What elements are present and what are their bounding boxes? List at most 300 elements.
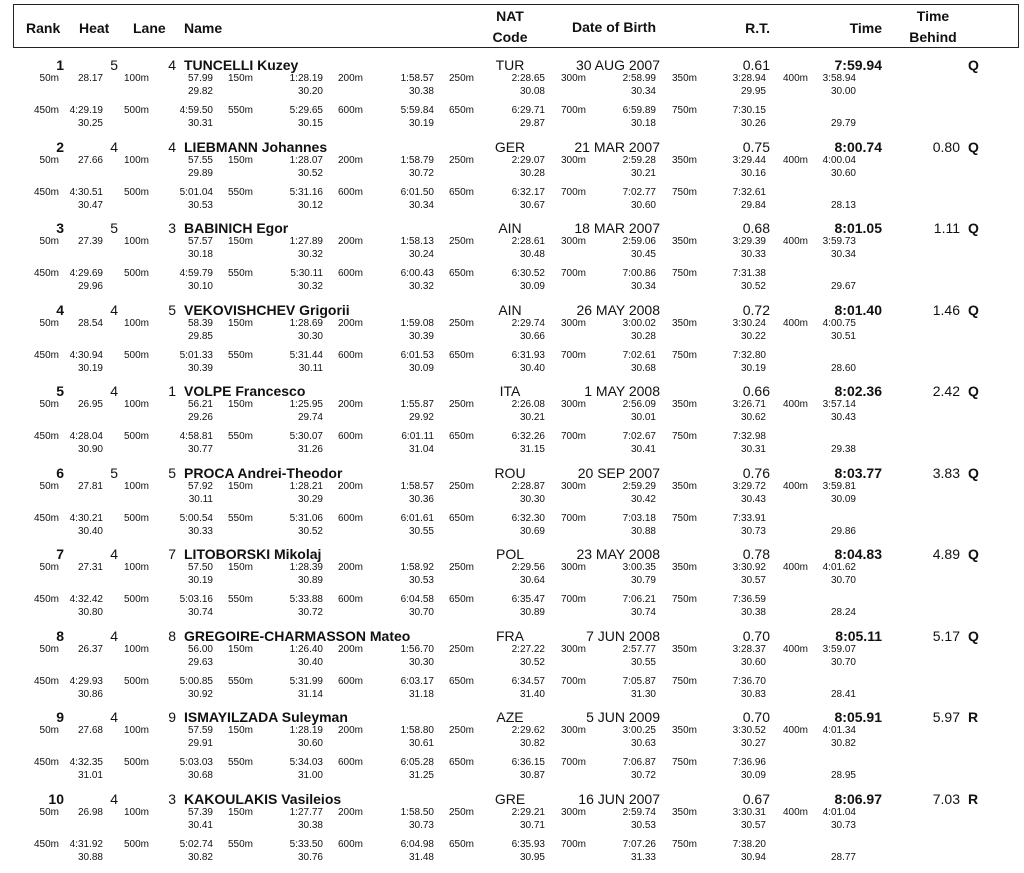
split-distance: 550m	[227, 268, 253, 279]
split-lap-time: 30.73	[830, 819, 856, 831]
split-lap-time: 30.41	[187, 819, 213, 831]
split-distance: 150m	[227, 643, 253, 655]
swimmer-behind: 1.11	[933, 220, 960, 236]
swimmer-behind: 1.46	[932, 301, 960, 318]
swimmer-time: 8:02.36	[834, 383, 882, 399]
swimmer-rank: 1	[56, 57, 64, 73]
split-distance: 550m	[227, 757, 253, 768]
split-distance: 700m	[560, 838, 586, 850]
swimmer-dob: 26 MAY 2008	[576, 301, 660, 318]
split-distance: 300m	[560, 236, 586, 247]
swimmer-time: 8:04.83	[834, 546, 882, 562]
split-cumulative-time: 56.21	[187, 399, 213, 410]
swimmer-nat: ROU	[494, 464, 526, 481]
split-cumulative-time: 7:32.80	[732, 349, 766, 361]
split-distance: 550m	[227, 675, 253, 687]
split-lap-time: 30.89	[297, 575, 323, 586]
split-cumulative-time: 3:00.35	[622, 562, 656, 573]
swimmer-heat: 4	[110, 627, 118, 644]
swimmer-heat: 5	[110, 464, 118, 481]
swimmer-heat: 4	[110, 383, 118, 399]
split-lap-time: 30.39	[408, 330, 434, 342]
swimmer-behind: 7.03	[932, 790, 960, 807]
swimmer-lane: 3	[168, 220, 176, 236]
split-lap-time: 30.83	[740, 688, 766, 700]
header-time: Time	[849, 20, 882, 36]
split-lap-time: 30.40	[519, 362, 545, 374]
split-cumulative-time: 5:34.03	[289, 757, 323, 768]
swimmer-rank: 2	[56, 138, 64, 155]
split-lap-time: 30.87	[519, 770, 545, 781]
split-cumulative-time: 6:01.50	[400, 186, 434, 198]
swimmer-result	[0, 709, 1024, 791]
split-distance: 200m	[337, 806, 363, 818]
split-cumulative-time: 6:35.93	[511, 838, 545, 850]
swimmer-dob: 5 JUN 2009	[586, 709, 660, 725]
split-lap-time: 30.76	[297, 851, 323, 863]
split-distance: 150m	[227, 236, 253, 247]
swimmer-heat: 5	[110, 57, 118, 73]
split-cumulative-time: 1:27.89	[289, 236, 323, 247]
swimmer-lane: 1	[168, 383, 176, 399]
split-distance: 400m	[782, 725, 808, 736]
swimmer-behind: 2.42	[932, 383, 960, 399]
swimmer-lane: 4	[168, 138, 176, 155]
swimmer-rank: 7	[56, 546, 64, 562]
split-lap-time: 30.70	[408, 607, 434, 618]
split-cumulative-time: 3:30.31	[732, 806, 766, 818]
split-cumulative-time: 2:59.29	[622, 480, 656, 492]
split-distance: 400m	[782, 154, 808, 166]
split-lap-time: 30.20	[297, 86, 323, 97]
split-cumulative-time: 5:01.33	[179, 349, 213, 361]
split-cumulative-time: 7:02.61	[622, 349, 656, 361]
split-lap-time: 30.52	[519, 656, 545, 668]
split-cumulative-time: 4:58.81	[179, 431, 213, 442]
split-cumulative-time: 6:01.11	[401, 431, 434, 442]
split-distance: 250m	[448, 480, 474, 492]
swimmer-lane: 5	[168, 464, 176, 481]
swimmer-heat: 4	[110, 301, 118, 318]
swimmer-rt: 0.68	[742, 220, 770, 236]
split-distance: 600m	[337, 594, 363, 605]
split-lap-time: 30.42	[630, 493, 656, 505]
split-distance: 50m	[39, 643, 59, 655]
swimmer-lane: 9	[168, 709, 176, 725]
split-lap-time: 29.92	[408, 412, 434, 423]
split-lap-time: 29.95	[740, 86, 766, 97]
split-cumulative-time: 1:58.92	[400, 562, 434, 573]
header-behind-line1: Time	[916, 8, 950, 24]
split-lap-time: 30.63	[630, 738, 656, 749]
split-distance: 400m	[782, 399, 808, 410]
split-cumulative-time: 26.98	[77, 806, 103, 818]
split-cumulative-time: 3:30.24	[732, 317, 766, 329]
split-cumulative-time: 1:28.39	[289, 562, 323, 573]
split-cumulative-time: 6:59.89	[622, 105, 656, 116]
split-distance: 300m	[560, 806, 586, 818]
split-distance: 450m	[33, 186, 59, 198]
split-distance: 700m	[560, 675, 586, 687]
split-lap-time: 31.25	[408, 770, 434, 781]
split-cumulative-time: 1:58.80	[400, 725, 434, 736]
split-cumulative-time: 3:00.25	[622, 725, 656, 736]
split-lap-time: 29.89	[187, 167, 213, 179]
swimmer-dob: 18 MAR 2007	[574, 220, 660, 236]
swimmer-result	[0, 57, 1024, 139]
split-lap-time: 30.33	[187, 525, 213, 537]
swimmer-rt: 0.67	[742, 790, 770, 807]
split-cumulative-time: 5:29.65	[289, 105, 323, 116]
split-cumulative-time: 5:31.44	[289, 349, 323, 361]
swimmer-dob: 23 MAY 2008	[576, 546, 660, 562]
split-distance: 500m	[123, 512, 149, 524]
split-distance: 550m	[227, 349, 253, 361]
split-cumulative-time: 5:31.06	[289, 512, 323, 524]
split-distance: 400m	[782, 73, 808, 84]
swimmer-nat: AIN	[498, 220, 522, 236]
swimmer-rank: 6	[56, 464, 64, 481]
split-distance: 450m	[33, 594, 59, 605]
swimmer-behind: 3.83	[932, 464, 960, 481]
split-cumulative-time: 7:33.91	[732, 512, 766, 524]
split-lap-time: 30.60	[830, 167, 856, 179]
split-lap-time: 29.79	[830, 118, 856, 129]
split-lap-time: 30.09	[740, 770, 766, 781]
swimmer-time: 8:05.11	[835, 627, 882, 644]
swimmer-rt: 0.61	[742, 57, 770, 73]
split-cumulative-time: 7:03.18	[622, 512, 656, 524]
split-distance: 50m	[39, 154, 59, 166]
split-distance: 650m	[448, 757, 474, 768]
split-distance: 200m	[337, 399, 363, 410]
split-lap-time: 30.74	[630, 607, 656, 618]
split-cumulative-time: 7:07.26	[622, 838, 656, 850]
swimmer-heat: 4	[110, 709, 118, 725]
split-lap-time: 30.32	[408, 281, 434, 292]
split-cumulative-time: 27.39	[77, 236, 103, 247]
split-distance: 750m	[671, 431, 697, 442]
split-lap-time: 31.04	[408, 444, 434, 455]
split-distance: 250m	[448, 317, 474, 329]
swimmer-nat: AIN	[498, 301, 522, 318]
split-cumulative-time: 3:29.72	[732, 480, 766, 492]
split-distance: 100m	[123, 562, 149, 573]
split-distance: 50m	[39, 480, 59, 492]
split-lap-time: 30.52	[740, 281, 766, 292]
split-distance: 750m	[671, 268, 697, 279]
split-cumulative-time: 3:26.71	[732, 399, 766, 410]
split-lap-time: 30.39	[187, 362, 213, 374]
split-distance: 350m	[671, 73, 697, 84]
split-distance: 450m	[33, 431, 59, 442]
split-lap-time: 30.21	[630, 167, 656, 179]
split-lap-time: 30.82	[519, 738, 545, 749]
swimmer-name: GREGOIRE-CHARMASSON Mateo	[184, 627, 411, 644]
split-distance: 200m	[337, 643, 363, 655]
split-lap-time: 30.30	[297, 330, 323, 342]
split-lap-time: 28.95	[830, 770, 856, 781]
split-lap-time: 30.60	[297, 738, 323, 749]
split-cumulative-time: 57.50	[187, 562, 213, 573]
split-cumulative-time: 6:29.71	[511, 105, 545, 116]
swimmer-qual: R	[968, 790, 979, 807]
split-distance: 700m	[560, 105, 586, 116]
split-cumulative-time: 7:36.59	[732, 594, 766, 605]
split-lap-time: 30.30	[408, 656, 434, 668]
split-cumulative-time: 3:59.81	[822, 480, 856, 492]
split-cumulative-time: 2:28.61	[511, 236, 545, 247]
split-cumulative-time: 2:29.56	[511, 562, 545, 573]
split-lap-time: 30.11	[188, 493, 213, 505]
split-lap-time: 30.09	[830, 493, 856, 505]
split-distance: 350m	[671, 562, 697, 573]
split-cumulative-time: 6:35.47	[511, 594, 545, 605]
swimmer-dob: 1 MAY 2008	[584, 383, 660, 399]
split-cumulative-time: 3:28.37	[732, 643, 766, 655]
swimmer-result	[0, 465, 1024, 547]
split-lap-time: 30.34	[630, 86, 656, 97]
split-cumulative-time: 2:57.77	[622, 643, 656, 655]
split-distance: 400m	[782, 643, 808, 655]
split-lap-time: 30.32	[297, 249, 323, 260]
split-distance: 500m	[123, 349, 149, 361]
split-distance: 50m	[39, 399, 59, 410]
split-cumulative-time: 4:00.04	[822, 154, 856, 166]
split-cumulative-time: 3:59.73	[822, 236, 856, 247]
split-lap-time: 30.40	[77, 525, 103, 537]
split-distance: 450m	[33, 838, 59, 850]
split-cumulative-time: 4:31.92	[69, 838, 103, 850]
split-distance: 700m	[560, 186, 586, 198]
split-lap-time: 30.15	[297, 118, 323, 129]
split-cumulative-time: 6:31.93	[511, 349, 545, 361]
split-distance: 600m	[337, 349, 363, 361]
split-lap-time: 29.82	[187, 86, 213, 97]
split-distance: 350m	[671, 154, 697, 166]
split-cumulative-time: 1:58.50	[400, 806, 434, 818]
header-dob: Date of Birth	[572, 19, 656, 35]
split-lap-time: 30.34	[830, 249, 856, 260]
split-lap-time: 28.24	[830, 607, 856, 618]
split-cumulative-time: 6:36.15	[511, 757, 545, 768]
split-lap-time: 30.73	[740, 525, 766, 537]
swimmer-time: 8:03.77	[834, 464, 882, 481]
split-distance: 600m	[337, 431, 363, 442]
split-lap-time: 30.19	[187, 575, 213, 586]
split-lap-time: 30.16	[740, 167, 766, 179]
split-distance: 250m	[448, 725, 474, 736]
split-distance: 500m	[123, 594, 149, 605]
split-distance: 150m	[227, 399, 253, 410]
split-lap-time: 30.72	[297, 607, 323, 618]
split-distance: 700m	[560, 512, 586, 524]
split-distance: 300m	[560, 562, 586, 573]
split-lap-time: 31.18	[408, 688, 434, 700]
swimmer-result	[0, 383, 1024, 465]
split-cumulative-time: 1:28.21	[289, 480, 323, 492]
swimmer-result	[0, 302, 1024, 384]
split-lap-time: 30.32	[297, 281, 323, 292]
split-distance: 600m	[337, 105, 363, 116]
split-distance: 50m	[39, 725, 59, 736]
split-cumulative-time: 4:01.04	[822, 806, 856, 818]
split-cumulative-time: 3:00.02	[622, 317, 656, 329]
split-cumulative-time: 2:56.09	[622, 399, 656, 410]
split-cumulative-time: 2:27.22	[511, 643, 545, 655]
split-cumulative-time: 1:28.69	[289, 317, 323, 329]
split-distance: 100m	[123, 73, 149, 84]
split-distance: 500m	[123, 431, 149, 442]
split-distance: 600m	[337, 268, 363, 279]
split-cumulative-time: 7:31.38	[732, 268, 766, 279]
swimmer-time: 8:01.40	[834, 301, 882, 318]
split-lap-time: 30.40	[297, 656, 323, 668]
split-distance: 500m	[123, 675, 149, 687]
split-cumulative-time: 7:06.87	[622, 757, 656, 768]
split-distance: 400m	[782, 562, 808, 573]
swimmer-lane: 4	[168, 57, 176, 73]
swimmer-qual: R	[968, 709, 979, 725]
split-cumulative-time: 27.66	[77, 154, 103, 166]
split-distance: 450m	[33, 675, 59, 687]
split-cumulative-time: 26.95	[77, 399, 103, 410]
split-distance: 600m	[337, 186, 363, 198]
split-cumulative-time: 4:29.93	[69, 675, 103, 687]
split-distance: 400m	[782, 317, 808, 329]
split-distance: 250m	[448, 562, 474, 573]
header-nat-line2: Code	[492, 29, 528, 45]
split-cumulative-time: 2:29.21	[511, 806, 545, 818]
split-lap-time: 30.52	[297, 525, 323, 537]
split-lap-time: 31.33	[630, 851, 656, 863]
split-lap-time: 30.19	[77, 362, 103, 374]
split-cumulative-time: 1:58.57	[400, 73, 434, 84]
split-distance: 700m	[560, 349, 586, 361]
split-lap-time: 30.21	[519, 412, 545, 423]
split-cumulative-time: 1:58.13	[400, 236, 434, 247]
split-distance: 650m	[448, 594, 474, 605]
split-lap-time: 29.85	[187, 330, 213, 342]
split-lap-time: 30.67	[519, 199, 545, 211]
split-lap-time: 30.94	[740, 851, 766, 863]
split-distance: 300m	[560, 480, 586, 492]
swimmer-name: KAKOULAKIS Vasileios	[184, 790, 342, 807]
header-rank: Rank	[26, 20, 61, 36]
split-cumulative-time: 4:28.04	[69, 431, 103, 442]
swimmer-rt: 0.72	[742, 301, 770, 318]
swimmer-nat: AZE	[496, 709, 524, 725]
swimmer-time: 8:05.91	[834, 709, 882, 725]
split-distance: 400m	[782, 806, 808, 818]
swimmer-time: 7:59.94	[834, 57, 882, 73]
split-distance: 750m	[671, 105, 697, 116]
split-distance: 250m	[448, 236, 474, 247]
swimmer-rank: 3	[56, 220, 64, 236]
split-lap-time: 30.08	[519, 86, 545, 97]
swimmer-rank: 5	[56, 383, 64, 399]
swimmer-name: BABINICH Egor	[184, 220, 289, 236]
split-lap-time: 31.14	[297, 688, 323, 700]
split-cumulative-time: 27.31	[77, 562, 103, 573]
split-lap-time: 30.48	[519, 249, 545, 260]
split-distance: 550m	[227, 512, 253, 524]
split-lap-time: 30.38	[297, 819, 323, 831]
split-distance: 600m	[337, 838, 363, 850]
split-lap-time: 30.60	[630, 199, 656, 211]
swimmer-lane: 5	[168, 301, 176, 318]
split-cumulative-time: 6:34.57	[511, 675, 545, 687]
split-distance: 200m	[337, 236, 363, 247]
split-distance: 700m	[560, 268, 586, 279]
swimmer-name: TUNCELLI Kuzey	[184, 57, 299, 73]
swimmer-nat: FRA	[496, 627, 524, 644]
header-rt: R.T.	[745, 20, 770, 36]
swimmer-time: 8:01.05	[834, 220, 882, 236]
split-cumulative-time: 1:58.79	[400, 154, 434, 166]
split-distance: 650m	[448, 186, 474, 198]
split-cumulative-time: 27.68	[77, 725, 103, 736]
split-cumulative-time: 57.59	[187, 725, 213, 736]
split-lap-time: 30.82	[830, 738, 856, 749]
split-cumulative-time: 57.39	[187, 806, 213, 818]
split-lap-time: 30.86	[77, 688, 103, 700]
split-distance: 700m	[560, 594, 586, 605]
split-distance: 650m	[448, 268, 474, 279]
split-cumulative-time: 6:32.26	[511, 431, 545, 442]
swimmer-time: 8:06.97	[834, 790, 882, 807]
header-nat-line1: NAT	[496, 8, 524, 24]
split-cumulative-time: 6:04.98	[400, 838, 434, 850]
split-lap-time: 28.41	[830, 688, 856, 700]
split-cumulative-time: 5:33.88	[289, 594, 323, 605]
split-lap-time: 31.01	[77, 770, 103, 781]
split-lap-time: 30.27	[740, 738, 766, 749]
split-lap-time: 30.69	[519, 525, 545, 537]
swimmer-nat: TUR	[495, 57, 525, 73]
split-lap-time: 30.72	[408, 167, 434, 179]
split-distance: 200m	[337, 480, 363, 492]
split-cumulative-time: 1:56.70	[400, 643, 434, 655]
split-lap-time: 30.28	[519, 167, 545, 179]
split-lap-time: 30.89	[519, 607, 545, 618]
split-cumulative-time: 2:29.62	[511, 725, 545, 736]
split-cumulative-time: 7:36.70	[732, 675, 766, 687]
split-cumulative-time: 1:55.87	[400, 399, 434, 410]
swimmer-behind: 5.17	[932, 627, 960, 644]
swimmer-result	[0, 628, 1024, 710]
split-distance: 550m	[227, 186, 253, 198]
split-distance: 300m	[560, 643, 586, 655]
swimmer-nat: POL	[495, 546, 524, 562]
swimmer-rt: 0.66	[742, 383, 770, 399]
split-lap-time: 29.87	[519, 118, 545, 129]
split-cumulative-time: 4:01.34	[822, 725, 856, 736]
split-lap-time: 30.09	[408, 362, 434, 374]
split-cumulative-time: 2:28.87	[511, 480, 545, 492]
swimmer-heat: 4	[110, 790, 118, 807]
split-lap-time: 29.38	[830, 444, 856, 455]
split-cumulative-time: 1:28.19	[289, 725, 323, 736]
swimmer-qual: Q	[968, 546, 979, 562]
split-distance: 700m	[560, 757, 586, 768]
split-cumulative-time: 1:27.77	[289, 806, 323, 818]
swimmer-qual: Q	[968, 301, 979, 318]
split-lap-time: 30.60	[740, 656, 766, 668]
split-cumulative-time: 58.39	[187, 317, 213, 329]
split-lap-time: 30.88	[630, 525, 656, 537]
split-cumulative-time: 2:29.07	[511, 154, 545, 166]
